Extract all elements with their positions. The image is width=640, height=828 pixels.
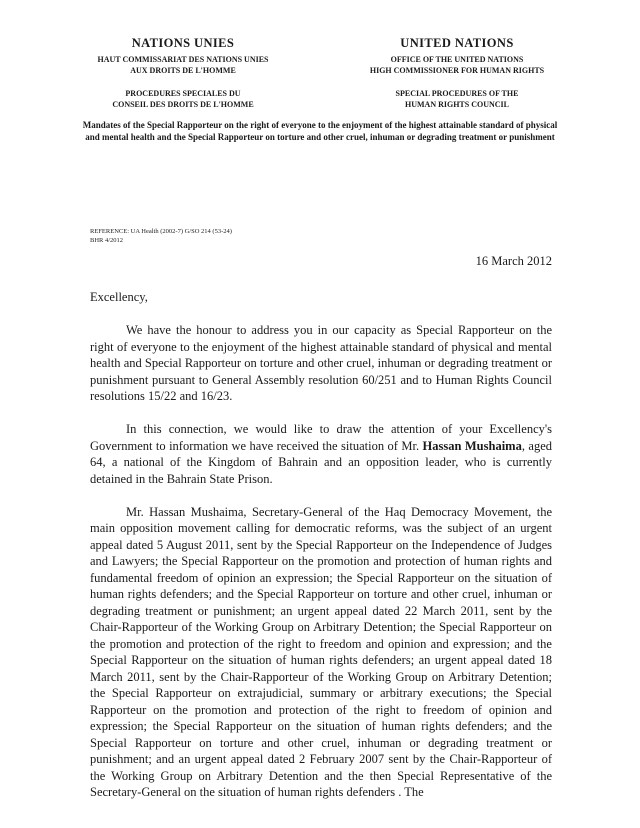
- letterhead-procedures: [0, 89, 640, 110]
- letterhead-english-title: UNITED NATIONS: [400, 36, 514, 50]
- letterhead-english: [320, 36, 594, 76]
- paragraph-3: Mr. Hassan Mushaima, Secretary-General of the Haq Democracy Movement, the main opposition movement calling for democratic reforms, was the subject of an urgent appeal dated 5 August 2011, sent by the Special Rapporteur on the Independence of Judges and Lawyers; the Special Rapporteur on the promotion and protection of human rights and fundamental freedom of opinion an expression; the Special Rapporteur on the situation of human rights defenders; and the Special Rapporteur on torture and other cruel, inhuman or degrading treatment or punishment; an urgent appeal dated 22 March 2011, sent by the Chair-Rapporteur of the Working Group on Arbitrary Detention; the Special Rapporteur on the promotion and protection of the right to freedom and opinion and expression; and the Special Rapporteur on the situation of human rights defenders; an urgent appeal dated 18 March 2011, sent by the Chair-Rapporteur of the Working Group on Arbitrary Detention; the Special Rapporteur on extrajudicial, summary or arbitrary executions; the Special Rapporteur on the promotion and protection of the right to freedom of opinion and expression; the Special Rapporteur on the situation of human rights defenders; and the Special Rapporteur on torture and other cruel, inhuman or degrading treatment or punishment; and an urgent appeal dated 2 February 2007 sent by the Chair-Rapporteur of the Working Group on Arbitrary Detention and the then Special Representative of the Secretary-General on the situation of human rights defenders . The: [90, 504, 552, 799]
- mandates-statement: Mandates of the Special Rapporteur on the right of everyone to the enjoyment of the highest attainable standard of physical and mental health and the Special Rapporteur on torture and other cruel, inhuman or degrading treatment or punishment: [82, 120, 558, 142]
- procedures-english-line2: HUMAN RIGHTS COUNCIL: [404, 99, 509, 109]
- reference-line1: REFERENCE: UA Health (2002-7) G/SO 214 (53-24): [90, 228, 232, 235]
- reference-block: [90, 227, 640, 245]
- procedures-english: [320, 89, 594, 110]
- letterhead-french-title: NATIONS UNIES: [131, 36, 235, 50]
- letterhead-english-line2: HIGH COMMISSIONER FOR HUMAN RIGHTS: [369, 65, 545, 75]
- letter-body: [0, 289, 640, 801]
- letterhead-top: [0, 36, 640, 76]
- paragraph-2-text-after: , aged 64, a national of the Kingdom of Bahrain and an opposition leader, who is currently detained in the Bahrain State Prison.: [90, 438, 552, 486]
- paragraph-2-text-before: In this connection, we would like to draw the attention of your Excellency's Government to information we have received the situation of Mr.: [90, 422, 552, 453]
- letterhead-french-line2: AUX DROITS DE L'HOMME: [130, 65, 236, 75]
- letterhead-english-line1: OFFICE OF THE UNITED NATIONS: [390, 55, 524, 64]
- letterhead-french: [46, 36, 320, 76]
- reference-line2: BHR 4/2012: [90, 237, 124, 244]
- paragraph-2: [90, 421, 552, 487]
- subject-name: Hassan Mushaima: [422, 438, 522, 453]
- paragraph-1: We have the honour to address you in our capacity as Special Rapporteur on the right of everyone to the enjoyment of the highest attainable standard of physical and mental health and Special Rapporteur on torture and other cruel, inhuman or degrading treatment or punishment pursuant to General Assembly resolution 60/251 and to Human Rights Council resolutions 15/22 and 16/23.: [90, 323, 552, 403]
- procedures-french: [46, 89, 320, 110]
- letterhead-french-line1: HAUT COMMISSARIAT DES NATIONS UNIES: [97, 55, 269, 64]
- procedures-french-line2: CONSEIL DES DROITS DE L'HOMME: [112, 99, 254, 109]
- procedures-french-line1: PROCEDURES SPECIALES DU: [125, 89, 241, 98]
- salutation: Excellency,: [90, 290, 148, 304]
- procedures-english-line1: SPECIAL PROCEDURES OF THE: [395, 89, 519, 98]
- letter-date: 16 March 2012: [475, 254, 552, 268]
